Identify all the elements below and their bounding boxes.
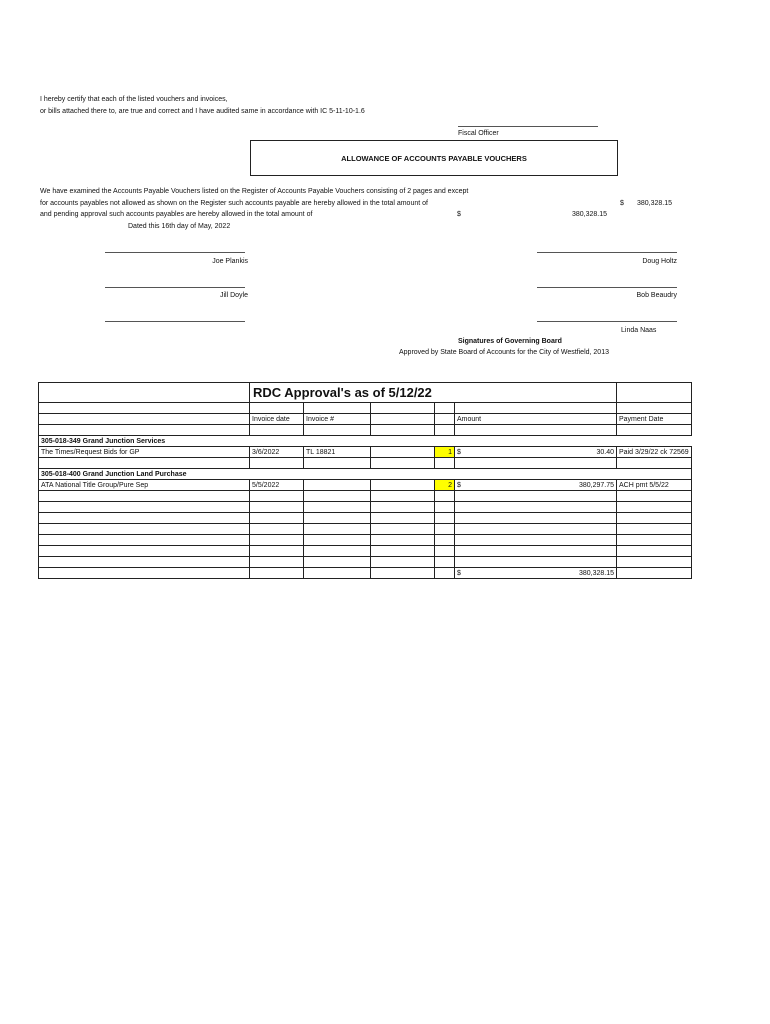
header-invoice-date: Invoice date <box>250 414 304 425</box>
amount-cell <box>455 447 617 458</box>
header-payment-date: Payment Date <box>617 414 692 425</box>
payment-cell: ACH pmt 5/5/22 <box>617 480 692 491</box>
table-title-row <box>39 383 692 403</box>
signer-name-right-2: Bob Beaudry <box>636 292 677 299</box>
approved-by-note: Approved by State Board of Accounts for the City of Westfield, 2013 <box>399 349 609 356</box>
statement-line-1: We have examined the Accounts Payable Vouchers listed on the Register of Accounts Payable Vouchers consisting of 2 pages and except <box>40 188 469 195</box>
statement-line-2: for accounts payables not allowed as shown on the Register such accounts payable are hereby allowed in the total amount of <box>40 200 428 207</box>
certification-line-2: or bills attached there to, are true and correct and I have audited same in accordance with IC 5-11-10-1.6 <box>40 108 365 115</box>
pending-amount: 380,328.15 <box>572 211 608 218</box>
amount-value: 380,297.75 <box>578 481 614 489</box>
section-heading-row <box>39 469 692 480</box>
table-row <box>39 480 692 491</box>
signature-line <box>537 252 677 253</box>
total-amount: 380,328.15 <box>578 569 614 577</box>
signature-line <box>105 252 245 253</box>
invoice-date-cell: 5/5/2022 <box>250 480 304 491</box>
vendor-cell: ATA National Title Group/Pure Sep <box>39 480 250 491</box>
fiscal-officer-label: Fiscal Officer <box>458 130 499 137</box>
rdc-approval-table <box>38 382 692 579</box>
vendor-cell: The Times/Request Bids for GP <box>39 447 250 458</box>
table-row <box>39 535 692 546</box>
amount-cell <box>455 480 617 491</box>
section-heading: 305-018-400 Grand Junction Land Purchase <box>39 469 692 480</box>
allowed-amount: 380,328.15 <box>637 200 673 207</box>
payment-cell: Paid 3/29/22 ck 72569 <box>617 447 692 458</box>
section-heading: 305-018-349 Grand Junction Services <box>39 436 692 447</box>
table-row <box>39 513 692 524</box>
total-amount-cell <box>455 568 617 579</box>
header-amount: Amount <box>455 414 617 425</box>
signer-name-right-1: Doug Holtz <box>642 258 677 265</box>
table-row <box>39 524 692 535</box>
allowance-title: ALLOWANCE OF ACCOUNTS PAYABLE VOUCHERS <box>341 153 527 163</box>
allowed-currency: $ <box>620 200 624 207</box>
invoice-number-cell <box>304 480 371 491</box>
table-row <box>39 447 692 458</box>
currency-symbol: $ <box>457 481 461 489</box>
table-row <box>39 458 692 469</box>
signature-line <box>105 287 245 288</box>
signer-name-left-2: Jill Doyle <box>219 292 248 299</box>
invoice-number-cell: TL 18821 <box>304 447 371 458</box>
table-row <box>39 546 692 557</box>
certification-line-1: I hereby certify that each of the listed vouchers and invoices, <box>40 96 228 103</box>
signature-line <box>105 321 245 322</box>
currency-symbol: $ <box>457 569 461 577</box>
amount-value: 30.40 <box>596 448 614 456</box>
table-row <box>39 491 692 502</box>
item-number-badge: 1 <box>435 447 455 458</box>
header-invoice-number: Invoice # <box>304 414 371 425</box>
signer-name-right-3: Linda Naas <box>621 327 657 334</box>
section-heading-row <box>39 436 692 447</box>
table-row <box>39 425 692 436</box>
statement-dated: Dated this 16th day of May, 2022 <box>128 223 231 230</box>
invoice-date-cell: 3/6/2022 <box>250 447 304 458</box>
table-row <box>39 403 692 414</box>
pending-currency: $ <box>457 211 461 218</box>
statement-line-3: and pending approval such accounts payables are hereby allowed in the total amount of <box>40 211 313 218</box>
currency-symbol: $ <box>457 448 461 456</box>
governing-board-label: Signatures of Governing Board <box>458 338 562 345</box>
rdc-title: RDC Approval's as of 5/12/22 <box>253 385 432 400</box>
signature-line <box>537 287 677 288</box>
signature-line <box>537 321 677 322</box>
table-row <box>39 557 692 568</box>
allowance-title-box <box>250 140 618 176</box>
item-number-badge: 2 <box>435 480 455 491</box>
signer-name-left-1: Joe Plankis <box>212 258 248 265</box>
fiscal-officer-signature-line <box>458 126 598 127</box>
total-row <box>39 568 692 579</box>
table-row <box>39 502 692 513</box>
table-header-row <box>39 414 692 425</box>
